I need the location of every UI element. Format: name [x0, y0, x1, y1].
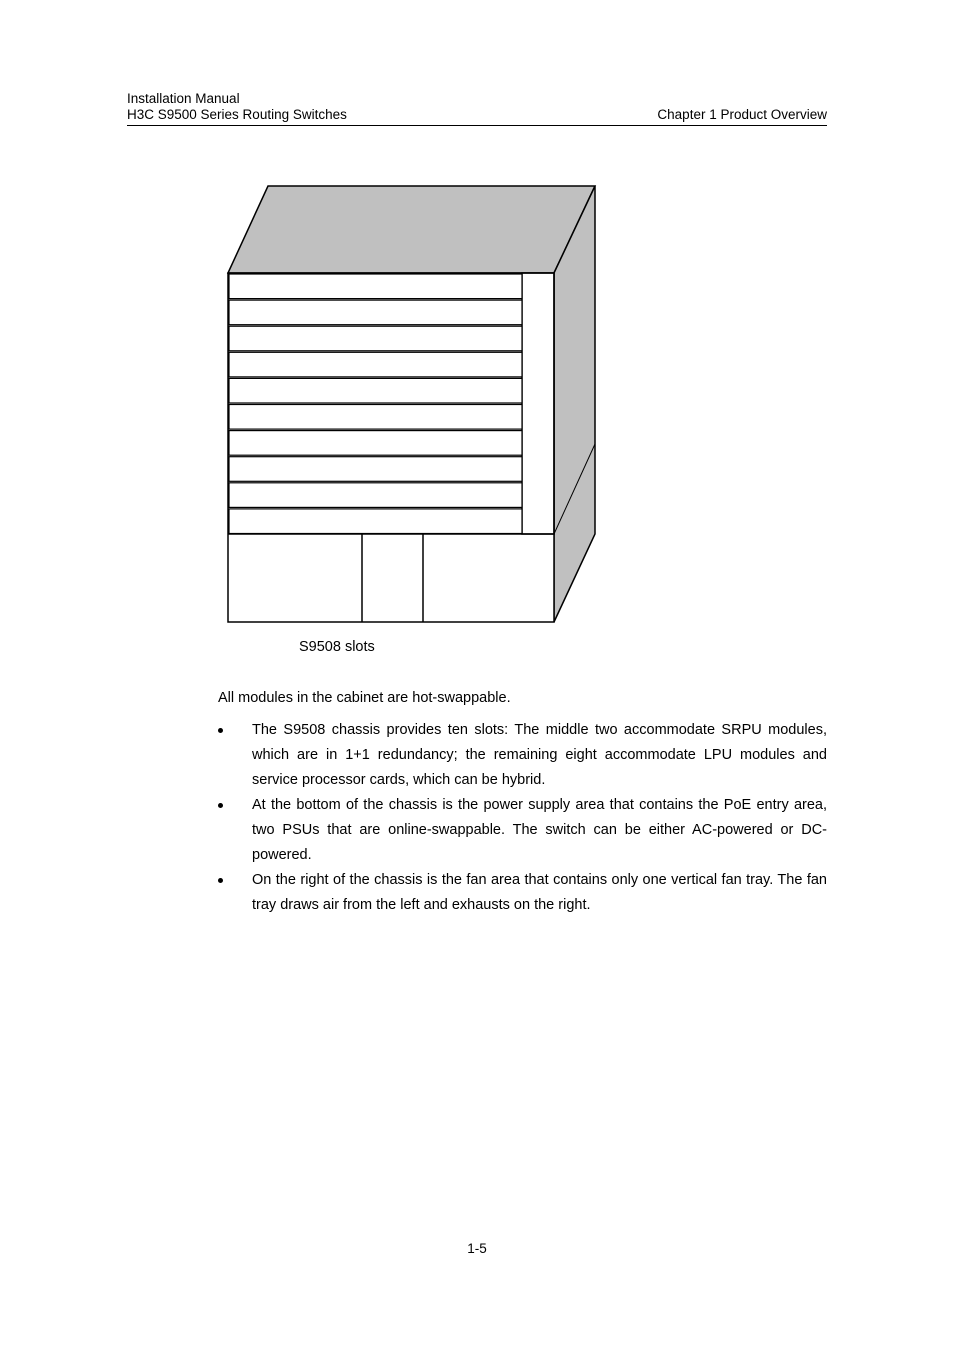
product-series: H3C S9500 Series Routing Switches: [127, 107, 347, 122]
service-slot-10: [229, 509, 522, 534]
bullet-text: On the right of the chassis is the fan area that contains only one vertical fan tray. The fan tray draws air from the left and exhausts on the right.: [252, 872, 827, 913]
bullet-dot-icon: [218, 728, 223, 733]
chapter-title: Chapter 1 Product Overview: [657, 107, 827, 122]
service-slot-2: [229, 300, 522, 325]
bullet-item: [218, 793, 827, 868]
bullet-text: The S9508 chassis provides ten slots: The middle two accommodate SRPU modules, which are in 1+1 redundancy; the remaining eight accommodate LPU modules and service processor cards, which can be hybrid.: [252, 722, 827, 788]
service-slot-4: [229, 352, 522, 377]
chassis-top-face: [228, 186, 595, 273]
bullet-dot-icon: [218, 878, 223, 883]
bullet-text: At the bottom of the chassis is the power supply area that contains the PoE entry area, two PSUs that are online-swappable. The switch can be either AC-powered or DC-powered.: [252, 797, 827, 863]
service-slot-9: [229, 483, 522, 508]
bullet-item: [218, 868, 827, 918]
bullet-dot-icon: [218, 803, 223, 808]
service-slot-5: [229, 378, 522, 403]
s9508-chassis-figure: [0, 0, 954, 640]
figure-caption: S9508 slots: [299, 639, 375, 655]
service-slot-1: [229, 274, 522, 299]
page-number: 1-5: [467, 1241, 487, 1256]
bullet-list: [218, 718, 827, 918]
service-slot-7: [229, 431, 522, 456]
manual-title: Installation Manual: [127, 91, 240, 106]
intro-paragraph: All modules in the cabinet are hot-swappable.: [218, 690, 511, 706]
service-slot-8: [229, 457, 522, 482]
service-slot-3: [229, 326, 522, 351]
bullet-item: [218, 718, 827, 793]
service-slot-6: [229, 405, 522, 430]
